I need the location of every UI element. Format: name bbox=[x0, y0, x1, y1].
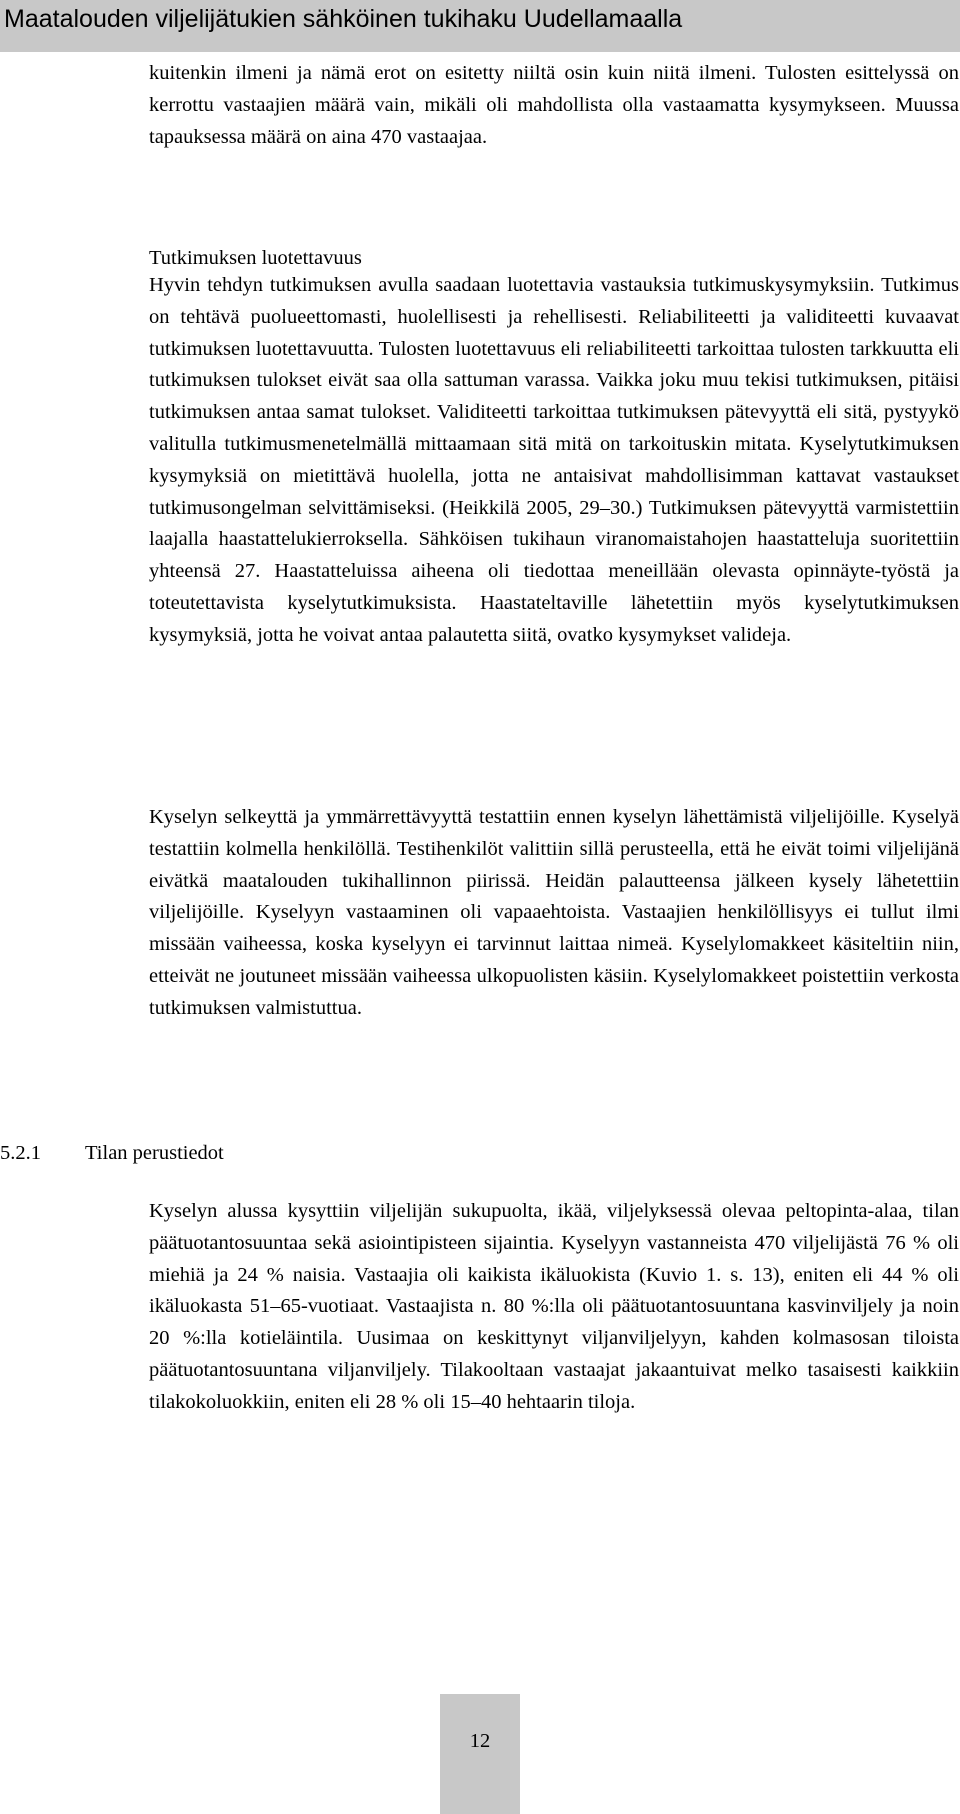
running-header bbox=[0, 0, 960, 52]
section-title: Tilan perustiedot bbox=[85, 1142, 224, 1164]
paragraph-intro-block bbox=[149, 58, 959, 153]
paragraph-testing-block bbox=[149, 802, 959, 1025]
paragraph-reliability-block bbox=[149, 270, 959, 652]
paragraph-basic-info: Kyselyn alussa kysyttiin viljelijän sukupuolta, ikää, viljelyksessä olevaa peltopinta-alaa, tilan päätuotantosuuntaa sekä asiointipisteen sijaintia. Kyselyyn vastanneista 470 viljelijästä 76 % oli miehiä ja 24 % naisia. Vastaajia oli kaikista ikäluokista (Kuvio 1. s. 13), eniten eli 44 % oli ikäluokasta 51–65-vuotiaat. Vastaajista n. 80 %:lla oli päätuotantosuuntana kasvinviljely ja noin 20 %:lla kotieläintila. Uusimaa on keskittynyt viljanviljelyyn, kahden kolmasosan tiloista päätuotantosuuntana viljanviljely. Tilakooltaan vastaajat jakaantuivat melko tasaisesti kaikkiin tilakokoluokkiin, eniten eli 28 % oli 15–40 hehtaarin tiloja. bbox=[149, 1200, 959, 1413]
section-number: 5.2.1 bbox=[0, 1142, 41, 1164]
subheading-reliability: Tutkimuksen luotettavuus bbox=[149, 247, 362, 269]
paragraph-intro: kuitenkin ilmeni ja nämä erot on esitetty niiltä osin kuin niitä ilmeni. Tulosten esittelyssä on kerrottu vastaajien määrä vain, mikäli oli mahdollista olla vastaamatta kysymykseen. Muussa tapauksessa määrä on aina 470 vastaajaa. bbox=[149, 62, 959, 148]
page-number: 12 bbox=[469, 1730, 491, 1752]
header-title: Maatalouden viljelijätukien sähköinen tukihaku Uudellamaalla bbox=[4, 5, 683, 33]
page-number-box bbox=[440, 1694, 520, 1814]
paragraph-reliability: Hyvin tehdyn tutkimuksen avulla saadaan luotettavia vastauksia tutkimuskysymyksiin. Tutkimus on tehtävä puolueettomasti, huolellisesti ja rehellisesti. Reliabiliteetti ja validiteetti kuvaavat tutkimuksen luotettavuutta. Tulosten luotettavuus eli reliabiliteetti tarkoittaa tulosten tarkkuutta eli tutkimuksen tulokset eivät saa olla sattuman varassa. Vaikka joku muu tekisi tutkimuksen, pitäisi tutkimuksen antaa samat tulokset. Validiteetti tarkoittaa tutkimuksen pätevyyttä eli sitä, pystyykö valitulla tutkimusmenetelmällä mittaamaan sitä mitä on tarkoituskin mitata. Kyselytutkimuksen kysymyksiä on mietittävä huolella, jotta ne antaisivat mahdollisimman kattavat vastaukset tutkimusongelman selvittämiseksi. (Heikkilä 2005, 29–30.) Tutkimuksen pätevyyttä varmistettiin laajalla haastattelukierroksella. Sähköisen tukihaun viranomaistahojen haastatteluja suoritettiin yhteensä 27. Haastatteluissa aiheena oli tiedottaa meneillään olevasta opinnäyte-työstä ja toteutettavista kyselytutkimuksista. Haastateltaville lähetettiin myös kyselytutkimuksen kysymyksiä, jotta he voivat antaa palautetta siitä, ovatko kysymykset valideja. bbox=[149, 274, 959, 646]
paragraph-basic-info-block bbox=[149, 1196, 959, 1419]
paragraph-testing: Kyselyn selkeyttä ja ymmärrettävyyttä testattiin ennen kyselyn lähettämistä viljelijöille. Kyselyä testattiin kolmella henkilöllä. Testihenkilöt valittiin sillä perusteella, että he eivät toimi viljelijänä eivätkä maatalouden tukihallinnon piirissä. Heidän palautteensa jälkeen kysely lähetettiin viljelijöille. Kyselyyn vastaaminen oli vapaaehtoista. Vastaajien henkilöllisyys ei tullut ilmi missään vaiheessa, koska kyselyyn ei tarvinnut laittaa nimeä. Kyselylomakkeet käsiteltiin niin, etteivät ne joutuneet missään vaiheessa ulkopuolisten käsiin. Kyselylomakkeet poistettiin verkosta tutkimuksen valmistuttua. bbox=[149, 806, 959, 1019]
